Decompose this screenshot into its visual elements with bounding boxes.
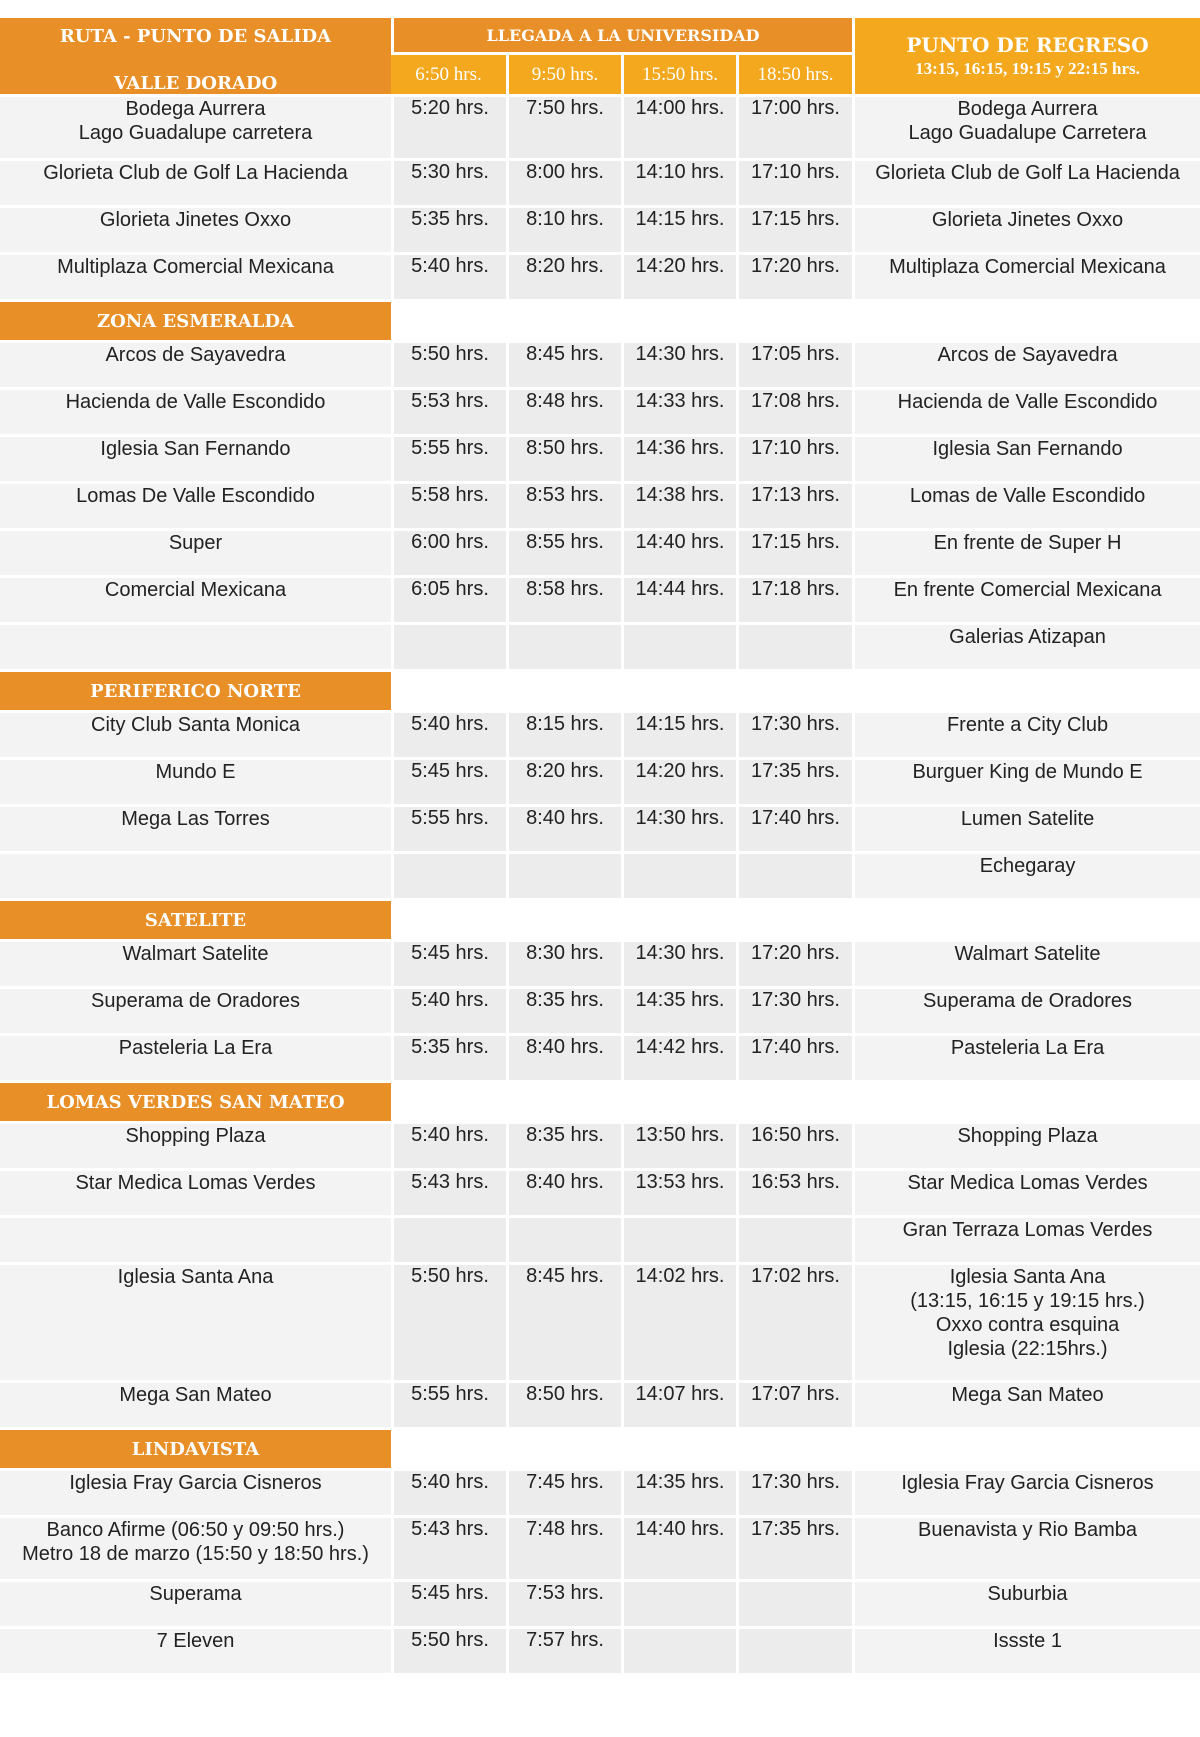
arrival-time (621, 1629, 736, 1676)
arrival-time: 14:00 hrs. (621, 97, 736, 161)
arrival-time (391, 1218, 506, 1265)
arrival-time: 6:00 hrs. (391, 531, 506, 578)
arrival-time: 8:58 hrs. (506, 578, 621, 625)
return-point (852, 1383, 1200, 1430)
arrival-time: 7:45 hrs. (506, 1471, 621, 1518)
arrival-time: 16:53 hrs. (736, 1171, 852, 1218)
arrival-time: 17:08 hrs. (736, 390, 852, 437)
arrival-time: 14:20 hrs. (621, 255, 736, 302)
arrival-time: 5:30 hrs. (391, 161, 506, 208)
arrival-time: 5:55 hrs. (391, 437, 506, 484)
departure-point (0, 1582, 391, 1629)
stop-row (0, 760, 1200, 807)
return-line: Iglesia Fray Garcia Cisneros (901, 1472, 1154, 1494)
stop-row (0, 343, 1200, 390)
departure-line: Mega Las Torres (121, 808, 270, 830)
zone-title: LOMAS VERDES SAN MATEO (0, 1083, 391, 1124)
arrival-time: 17:40 hrs. (736, 1036, 852, 1083)
return-line: Lago Guadalupe Carretera (908, 122, 1147, 144)
return-title: PUNTO DE REGRESO (906, 33, 1149, 57)
return-point (852, 484, 1200, 531)
arrival-time: 13:50 hrs. (621, 1124, 736, 1171)
return-point (852, 1265, 1200, 1383)
arrival-time: 14:38 hrs. (621, 484, 736, 531)
stop-row (0, 1171, 1200, 1218)
departure-point (0, 625, 391, 672)
departure-line: Lomas De Valle Escondido (76, 485, 315, 507)
arrival-time: 17:35 hrs. (736, 1518, 852, 1582)
departure-point (0, 1383, 391, 1430)
arrival-time: 8:55 hrs. (506, 531, 621, 578)
arrival-time: 5:35 hrs. (391, 1036, 506, 1083)
departure-point (0, 713, 391, 760)
arrival-time: 17:07 hrs. (736, 1383, 852, 1430)
zone-spacer (391, 901, 1200, 942)
arrival-time: 8:40 hrs. (506, 1171, 621, 1218)
arrival-time-header: 18:50 hrs. (736, 55, 852, 97)
arrival-time: 14:36 hrs. (621, 437, 736, 484)
stop-row (0, 1629, 1200, 1676)
arrival-time: 5:45 hrs. (391, 1582, 506, 1629)
stop-row (0, 1124, 1200, 1171)
arrival-time: 5:40 hrs. (391, 989, 506, 1036)
return-point (852, 390, 1200, 437)
arrival-time: 8:35 hrs. (506, 1124, 621, 1171)
arrival-time: 8:15 hrs. (506, 713, 621, 760)
arrival-time: 14:40 hrs. (621, 531, 736, 578)
stop-row (0, 1383, 1200, 1430)
arrival-time: 17:40 hrs. (736, 807, 852, 854)
return-header (852, 18, 1200, 97)
return-line: Iglesia (22:15hrs.) (947, 1338, 1108, 1360)
departure-line: Super (168, 532, 223, 554)
arrival-time: 5:40 hrs. (391, 1471, 506, 1518)
departure-point (0, 942, 391, 989)
return-line: Multiplaza Comercial Mexicana (889, 256, 1166, 278)
zone-spacer (391, 672, 1200, 713)
return-line: En frente de Super H (933, 532, 1122, 554)
return-line: Shopping Plaza (957, 1125, 1098, 1147)
return-line: Galerias Atizapan (949, 626, 1106, 648)
departure-line: Lago Guadalupe carretera (78, 122, 313, 144)
arrival-time: 7:48 hrs. (506, 1518, 621, 1582)
zone-title: PERIFERICO NORTE (0, 672, 391, 713)
departure-point (0, 1218, 391, 1265)
departure-point (0, 989, 391, 1036)
departure-line: Iglesia Santa Ana (117, 1266, 274, 1288)
arrival-time: 14:40 hrs. (621, 1518, 736, 1582)
departure-point (0, 255, 391, 302)
stop-row (0, 1518, 1200, 1582)
return-line: Hacienda de Valle Escondido (897, 391, 1158, 413)
arrival-time: 8:20 hrs. (506, 255, 621, 302)
arrival-time (736, 854, 852, 901)
arrival-time: 14:35 hrs. (621, 1471, 736, 1518)
stop-row (0, 484, 1200, 531)
stop-row (0, 97, 1200, 161)
departure-line: Iglesia Fray Garcia Cisneros (69, 1472, 322, 1494)
departure-point (0, 531, 391, 578)
departure-line: Hacienda de Valle Escondido (65, 391, 326, 413)
arrival-time: 14:15 hrs. (621, 208, 736, 255)
zone-header-row (0, 901, 1200, 942)
return-point (852, 437, 1200, 484)
arrival-time: 7:50 hrs. (506, 97, 621, 161)
arrival-time-header: 15:50 hrs. (621, 55, 736, 97)
stop-row (0, 1582, 1200, 1629)
arrival-time: 8:00 hrs. (506, 161, 621, 208)
arrival-time: 17:30 hrs. (736, 713, 852, 760)
arrival-time: 8:40 hrs. (506, 1036, 621, 1083)
departure-point (0, 484, 391, 531)
stop-row (0, 531, 1200, 578)
return-point (852, 255, 1200, 302)
arrival-time: 17:15 hrs. (736, 531, 852, 578)
arrival-time (506, 854, 621, 901)
return-point (852, 1124, 1200, 1171)
arrival-time: 17:02 hrs. (736, 1265, 852, 1383)
return-point (852, 161, 1200, 208)
return-point (852, 1036, 1200, 1083)
zone-spacer (391, 1430, 1200, 1471)
arrival-time: 13:53 hrs. (621, 1171, 736, 1218)
stop-row (0, 1218, 1200, 1265)
departure-point (0, 390, 391, 437)
zone-title: LINDAVISTA (0, 1430, 391, 1471)
arrival-time: 5:35 hrs. (391, 208, 506, 255)
arrival-time: 5:40 hrs. (391, 255, 506, 302)
arrival-time: 17:05 hrs. (736, 343, 852, 390)
arrival-time (621, 1582, 736, 1629)
zone-title: VALLE DORADO (113, 73, 278, 94)
arrival-time: 5:20 hrs. (391, 97, 506, 161)
departure-line: Superama de Oradores (90, 990, 300, 1012)
arrival-time: 8:45 hrs. (506, 1265, 621, 1383)
stop-row (0, 942, 1200, 989)
return-point (852, 1471, 1200, 1518)
departure-line: Glorieta Club de Golf La Hacienda (43, 162, 348, 184)
departure-point (0, 1518, 391, 1582)
stop-row (0, 161, 1200, 208)
return-line: Lomas de Valle Escondido (909, 485, 1146, 507)
return-line: Echegaray (979, 855, 1076, 877)
return-line: Glorieta Jinetes Oxxo (931, 209, 1124, 231)
zone-spacer (391, 1083, 1200, 1124)
return-line: Mega San Mateo (951, 1384, 1104, 1406)
return-line: En frente Comercial Mexicana (893, 579, 1162, 601)
return-line: (13:15, 16:15 y 19:15 hrs.) (910, 1290, 1145, 1312)
departure-point (0, 161, 391, 208)
arrival-time: 14:33 hrs. (621, 390, 736, 437)
arrival-time: 8:35 hrs. (506, 989, 621, 1036)
return-times: 13:15, 16:15, 19:15 y 22:15 hrs. (915, 59, 1140, 78)
departure-point (0, 578, 391, 625)
route-title: RUTA - PUNTO DE SALIDA (59, 26, 332, 47)
arrival-time (621, 625, 736, 672)
arrival-time-header: 9:50 hrs. (506, 55, 621, 97)
arrival-time: 14:30 hrs. (621, 807, 736, 854)
departure-line: Bodega Aurrera (125, 98, 266, 120)
return-line: Lumen Satelite (960, 808, 1095, 830)
return-line: Iglesia Santa Ana (949, 1266, 1106, 1288)
arrival-time: 17:10 hrs. (736, 437, 852, 484)
arrival-time: 14:07 hrs. (621, 1383, 736, 1430)
arrival-time: 5:45 hrs. (391, 760, 506, 807)
return-line: Iglesia San Fernando (932, 438, 1123, 460)
stop-row (0, 1036, 1200, 1083)
arrival-time: 7:57 hrs. (506, 1629, 621, 1676)
return-point (852, 760, 1200, 807)
return-line: Walmart Satelite (954, 943, 1101, 965)
return-line: Arcos de Sayavedra (937, 344, 1118, 366)
schedule-body (0, 97, 1200, 1676)
return-line: Glorieta Club de Golf La Hacienda (875, 162, 1180, 184)
arrival-time: 17:30 hrs. (736, 1471, 852, 1518)
stop-row (0, 1471, 1200, 1518)
arrival-time: 8:20 hrs. (506, 760, 621, 807)
departure-line: Star Medica Lomas Verdes (75, 1172, 316, 1194)
stop-row (0, 625, 1200, 672)
return-point (852, 713, 1200, 760)
departure-line: Walmart Satelite (122, 943, 269, 965)
return-line: Gran Terraza Lomas Verdes (902, 1219, 1153, 1241)
arrival-time: 17:10 hrs. (736, 161, 852, 208)
departure-line: City Club Santa Monica (91, 714, 300, 736)
zone-header-row (0, 672, 1200, 713)
arrival-time: 17:13 hrs. (736, 484, 852, 531)
arrival-time: 8:45 hrs. (506, 343, 621, 390)
arrival-time: 5:43 hrs. (391, 1518, 506, 1582)
arrival-time: 14:15 hrs. (621, 713, 736, 760)
arrival-time (621, 1218, 736, 1265)
stop-row (0, 437, 1200, 484)
arrival-time (506, 1218, 621, 1265)
arrival-time: 5:50 hrs. (391, 1265, 506, 1383)
stop-row (0, 713, 1200, 760)
stop-row (0, 1265, 1200, 1383)
departure-line: Superama (149, 1583, 242, 1605)
return-line: Buenavista y Rio Bamba (918, 1519, 1138, 1541)
stop-row (0, 989, 1200, 1036)
arrival-time (391, 625, 506, 672)
arrival-time: 5:58 hrs. (391, 484, 506, 531)
arrival-time: 8:50 hrs. (506, 1383, 621, 1430)
departure-point (0, 807, 391, 854)
arrival-time (736, 1218, 852, 1265)
schedule-table (0, 18, 1200, 1676)
arrival-time: 14:35 hrs. (621, 989, 736, 1036)
arrival-time: 17:35 hrs. (736, 760, 852, 807)
arrival-time: 14:02 hrs. (621, 1265, 736, 1383)
departure-point (0, 1124, 391, 1171)
zone-header-row (0, 1083, 1200, 1124)
arrival-time: 14:20 hrs. (621, 760, 736, 807)
departure-point (0, 97, 391, 161)
stop-row (0, 854, 1200, 901)
departure-line: Shopping Plaza (125, 1125, 266, 1147)
arrival-time (391, 854, 506, 901)
arrival-time: 17:20 hrs. (736, 942, 852, 989)
return-point (852, 343, 1200, 390)
return-point (852, 1518, 1200, 1582)
arrival-time: 17:15 hrs. (736, 208, 852, 255)
return-line: Pasteleria La Era (950, 1037, 1105, 1059)
return-point (852, 97, 1200, 161)
arrival-time: 17:18 hrs. (736, 578, 852, 625)
departure-point (0, 1036, 391, 1083)
zone-title: ZONA ESMERALDA (0, 302, 391, 343)
arrival-time: 14:10 hrs. (621, 161, 736, 208)
arrival-time-header: 6:50 hrs. (391, 55, 506, 97)
departure-point (0, 1265, 391, 1383)
arrival-time: 6:05 hrs. (391, 578, 506, 625)
departure-line: 7 Eleven (156, 1630, 235, 1652)
departure-point (0, 760, 391, 807)
return-point (852, 854, 1200, 901)
arrival-time: 5:55 hrs. (391, 807, 506, 854)
route-header (0, 18, 391, 97)
return-line: Bodega Aurrera (957, 98, 1098, 120)
arrival-time: 14:44 hrs. (621, 578, 736, 625)
zone-header-row (0, 302, 1200, 343)
arrival-time: 7:53 hrs. (506, 1582, 621, 1629)
return-point (852, 1218, 1200, 1265)
arrival-time (506, 625, 621, 672)
departure-line: Banco Afirme (06:50 y 09:50 hrs.) (46, 1519, 345, 1541)
stop-row (0, 807, 1200, 854)
departure-line: Glorieta Jinetes Oxxo (99, 209, 292, 231)
arrival-time: 5:50 hrs. (391, 1629, 506, 1676)
arrival-time: 8:10 hrs. (506, 208, 621, 255)
arrival-time: 17:00 hrs. (736, 97, 852, 161)
return-point (852, 578, 1200, 625)
return-point (852, 1629, 1200, 1676)
departure-line: Comercial Mexicana (104, 579, 287, 601)
departure-point (0, 1629, 391, 1676)
return-line: Oxxo contra esquina (935, 1314, 1120, 1336)
departure-line: Pasteleria La Era (118, 1037, 273, 1059)
return-line: Issste 1 (993, 1630, 1062, 1652)
return-point (852, 989, 1200, 1036)
return-line: Suburbia (987, 1583, 1068, 1605)
arrival-time: 8:30 hrs. (506, 942, 621, 989)
departure-point (0, 437, 391, 484)
arrival-time (736, 1582, 852, 1629)
arrival-time: 5:50 hrs. (391, 343, 506, 390)
arrival-time: 8:40 hrs. (506, 807, 621, 854)
stop-row (0, 578, 1200, 625)
departure-line: Arcos de Sayavedra (105, 344, 286, 366)
return-line: Frente a City Club (946, 714, 1109, 736)
arrival-time: 5:53 hrs. (391, 390, 506, 437)
departure-point (0, 1171, 391, 1218)
stop-row (0, 255, 1200, 302)
departure-point (0, 1471, 391, 1518)
arrival-time: 8:50 hrs. (506, 437, 621, 484)
arrival-time: 5:45 hrs. (391, 942, 506, 989)
stop-row (0, 208, 1200, 255)
departure-point (0, 208, 391, 255)
arrival-time: 5:55 hrs. (391, 1383, 506, 1430)
arrival-time (736, 1629, 852, 1676)
arrival-time: 17:30 hrs. (736, 989, 852, 1036)
arrival-time: 14:30 hrs. (621, 942, 736, 989)
return-point (852, 208, 1200, 255)
stop-row (0, 390, 1200, 437)
return-line: Superama de Oradores (923, 990, 1133, 1012)
arrival-time: 5:40 hrs. (391, 1124, 506, 1171)
return-point (852, 625, 1200, 672)
departure-line: Iglesia San Fernando (100, 438, 291, 460)
arrival-time: 5:43 hrs. (391, 1171, 506, 1218)
arrival-time: 14:42 hrs. (621, 1036, 736, 1083)
return-point (852, 807, 1200, 854)
arrival-time: 8:48 hrs. (506, 390, 621, 437)
arrival-header: LLEGADA A LA UNIVERSIDAD (391, 18, 852, 55)
return-line: Star Medica Lomas Verdes (907, 1172, 1148, 1194)
zone-header-row (0, 1430, 1200, 1471)
departure-line: Mundo E (155, 761, 236, 783)
arrival-time: 17:20 hrs. (736, 255, 852, 302)
departure-point (0, 854, 391, 901)
departure-point (0, 343, 391, 390)
departure-line: Metro 18 de marzo (15:50 y 18:50 hrs.) (22, 1543, 369, 1565)
departure-line: Multiplaza Comercial Mexicana (57, 256, 334, 278)
zone-title: SATELITE (0, 901, 391, 942)
arrival-time: 16:50 hrs. (736, 1124, 852, 1171)
return-point (852, 531, 1200, 578)
return-point (852, 1171, 1200, 1218)
zone-spacer (391, 302, 1200, 343)
arrival-time (736, 625, 852, 672)
arrival-time: 5:40 hrs. (391, 713, 506, 760)
return-point (852, 1582, 1200, 1629)
arrival-time: 8:53 hrs. (506, 484, 621, 531)
departure-line: Mega San Mateo (119, 1384, 272, 1406)
arrival-time (621, 854, 736, 901)
arrival-time: 14:30 hrs. (621, 343, 736, 390)
return-point (852, 942, 1200, 989)
return-line: Burguer King de Mundo E (912, 761, 1143, 783)
